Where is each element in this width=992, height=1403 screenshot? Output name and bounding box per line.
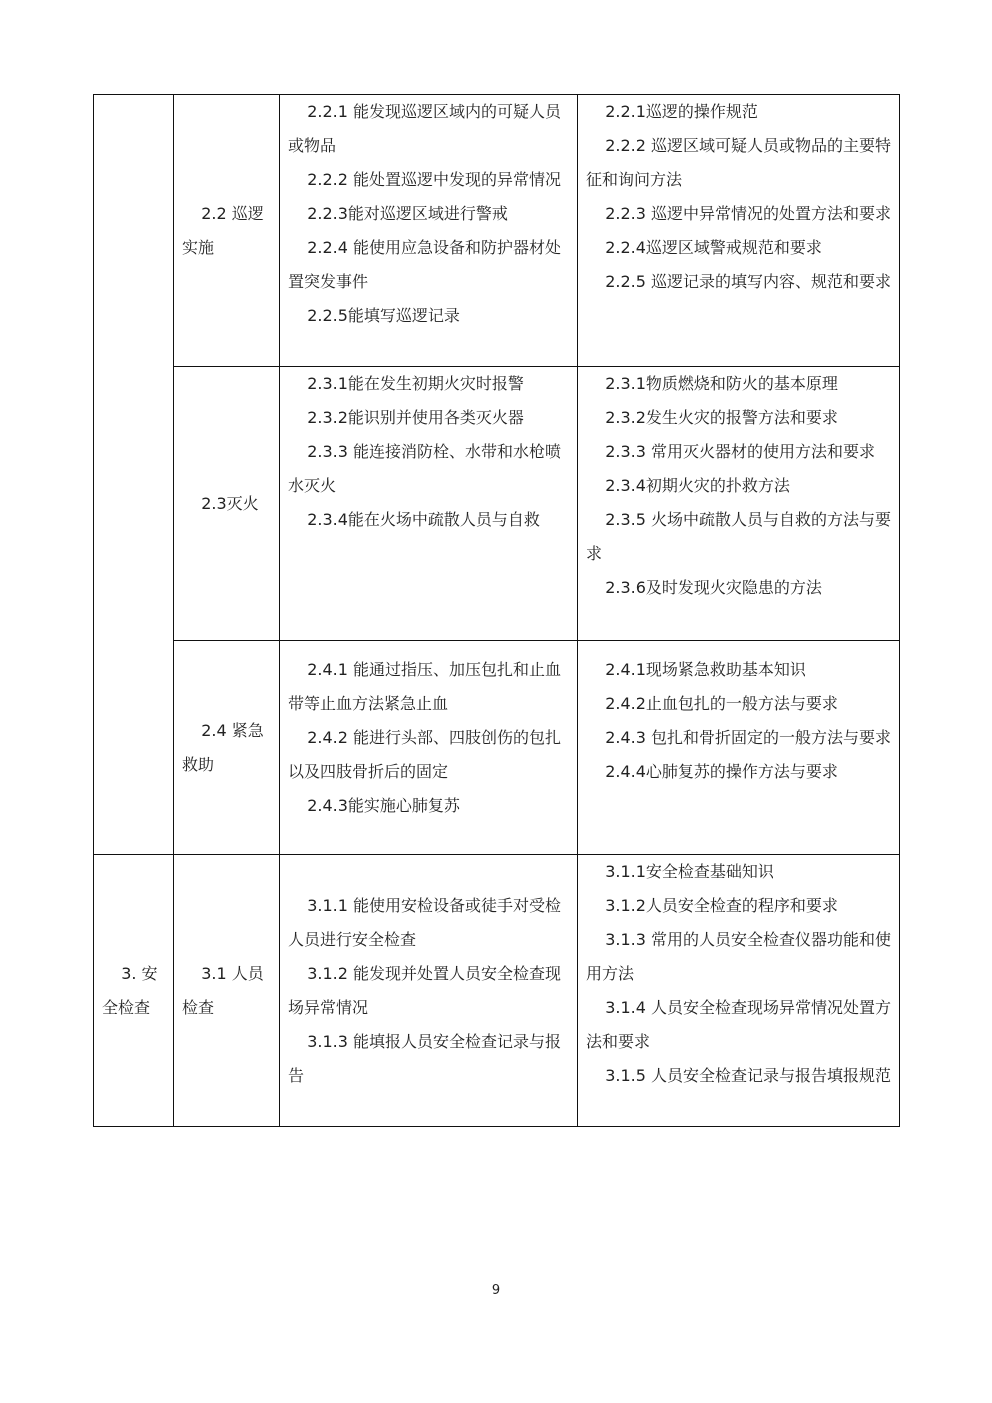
unit-cell xyxy=(174,367,280,641)
skill-item: 2.4.1 能通过指压、加压包扎和止血带等止血方法紧急止血 xyxy=(288,660,561,713)
knowledge-item: 3.1.1安全检查基础知识 xyxy=(605,862,774,881)
skill-item: 3.1.1 能使用安检设备或徒手对受检人员进行安全检查 xyxy=(288,895,561,949)
table-row xyxy=(94,855,900,1127)
skill-item: 2.2.5能填写巡逻记录 xyxy=(307,306,460,325)
knowledge-item: 2.4.4心肺复苏的操作方法与要求 xyxy=(605,762,838,781)
knowledge-item: 2.2.2 巡逻区域可疑人员或物品的主要特征和询问方法 xyxy=(586,136,891,189)
knowledge-item: 2.4.1现场紧急救助基本知识 xyxy=(605,660,806,679)
skills-cell xyxy=(280,367,578,641)
knowledge-item: 3.1.3 常用的人员安全检查仪器功能和使用方法 xyxy=(586,930,891,983)
skill-item: 2.3.2能识别并使用各类灭火器 xyxy=(307,408,524,427)
module-text: 3. 安全检查 xyxy=(102,963,158,1017)
skill-item: 3.1.2 能发现并处置人员安全检查现场异常情况 xyxy=(288,963,561,1017)
knowledge-cell xyxy=(578,95,900,367)
unit-text: 3.1 人员检查 xyxy=(182,963,264,1017)
skill-item: 2.4.2 能进行头部、四肢创伤的包扎以及四肢骨折后的固定 xyxy=(288,728,561,781)
skill-item: 2.2.4 能使用应急设备和防护器材处置突发事件 xyxy=(288,238,561,291)
knowledge-item: 2.3.3 常用灭火器材的使用方法和要求 xyxy=(605,442,875,461)
skills-cell xyxy=(280,641,578,855)
skill-item: 2.2.2 能处置巡逻中发现的异常情况 xyxy=(307,170,561,189)
skill-item: 2.2.1 能发现巡逻区域内的可疑人员或物品 xyxy=(288,102,561,155)
module-cell xyxy=(94,855,174,1127)
knowledge-item: 3.1.5 人员安全检查记录与报告填报规范 xyxy=(605,1066,891,1085)
unit-cell xyxy=(174,641,280,855)
knowledge-item: 2.3.4初期火灾的扑救方法 xyxy=(605,476,790,495)
table-row xyxy=(94,95,900,367)
page-number: 9 xyxy=(491,1283,501,1298)
skills-cell xyxy=(280,855,578,1127)
knowledge-cell xyxy=(578,367,900,641)
skill-item: 2.3.3 能连接消防栓、水带和水枪喷水灭火 xyxy=(288,442,561,495)
knowledge-item: 3.1.4 人员安全检查现场异常情况处置方法和要求 xyxy=(586,998,891,1051)
knowledge-item: 2.3.5 火场中疏散人员与自救的方法与要求 xyxy=(586,510,891,563)
knowledge-item: 2.2.1巡逻的操作规范 xyxy=(605,102,758,121)
knowledge-item: 2.2.4巡逻区域警戒规范和要求 xyxy=(605,238,822,257)
skill-item: 2.4.3能实施心肺复苏 xyxy=(307,796,460,815)
unit-text: 2.3灭火 xyxy=(201,493,259,513)
knowledge-item: 2.2.5 巡逻记录的填写内容、规范和要求 xyxy=(605,272,891,291)
knowledge-item: 3.1.2人员安全检查的程序和要求 xyxy=(605,896,838,915)
unit-text: 2.4 紧急救助 xyxy=(182,720,264,774)
skill-item: 3.1.3 能填报人员安全检查记录与报告 xyxy=(288,1031,561,1085)
knowledge-item: 2.4.3 包扎和骨折固定的一般方法与要求 xyxy=(605,728,891,747)
knowledge-item: 2.3.2发生火灾的报警方法和要求 xyxy=(605,408,838,427)
knowledge-item: 2.2.3 巡逻中异常情况的处置方法和要求 xyxy=(605,204,891,223)
table-row xyxy=(94,367,900,641)
skill-item: 2.3.4能在火场中疏散人员与自救 xyxy=(307,510,540,529)
knowledge-cell xyxy=(578,855,900,1127)
skill-item: 2.2.3能对巡逻区域进行警戒 xyxy=(307,204,508,223)
module-cell xyxy=(94,95,174,855)
skill-item: 2.3.1能在发生初期火灾时报警 xyxy=(307,374,524,393)
unit-cell xyxy=(174,855,280,1127)
knowledge-item: 2.3.6及时发现火灾隐患的方法 xyxy=(605,578,822,597)
skills-cell xyxy=(280,95,578,367)
knowledge-item: 2.4.2止血包扎的一般方法与要求 xyxy=(605,694,838,713)
knowledge-item: 2.3.1物质燃烧和防火的基本原理 xyxy=(605,374,838,393)
unit-cell xyxy=(174,95,280,367)
unit-text: 2.2 巡逻实施 xyxy=(182,203,264,257)
knowledge-cell xyxy=(578,641,900,855)
standards-table xyxy=(93,94,900,1127)
table-row xyxy=(94,641,900,855)
